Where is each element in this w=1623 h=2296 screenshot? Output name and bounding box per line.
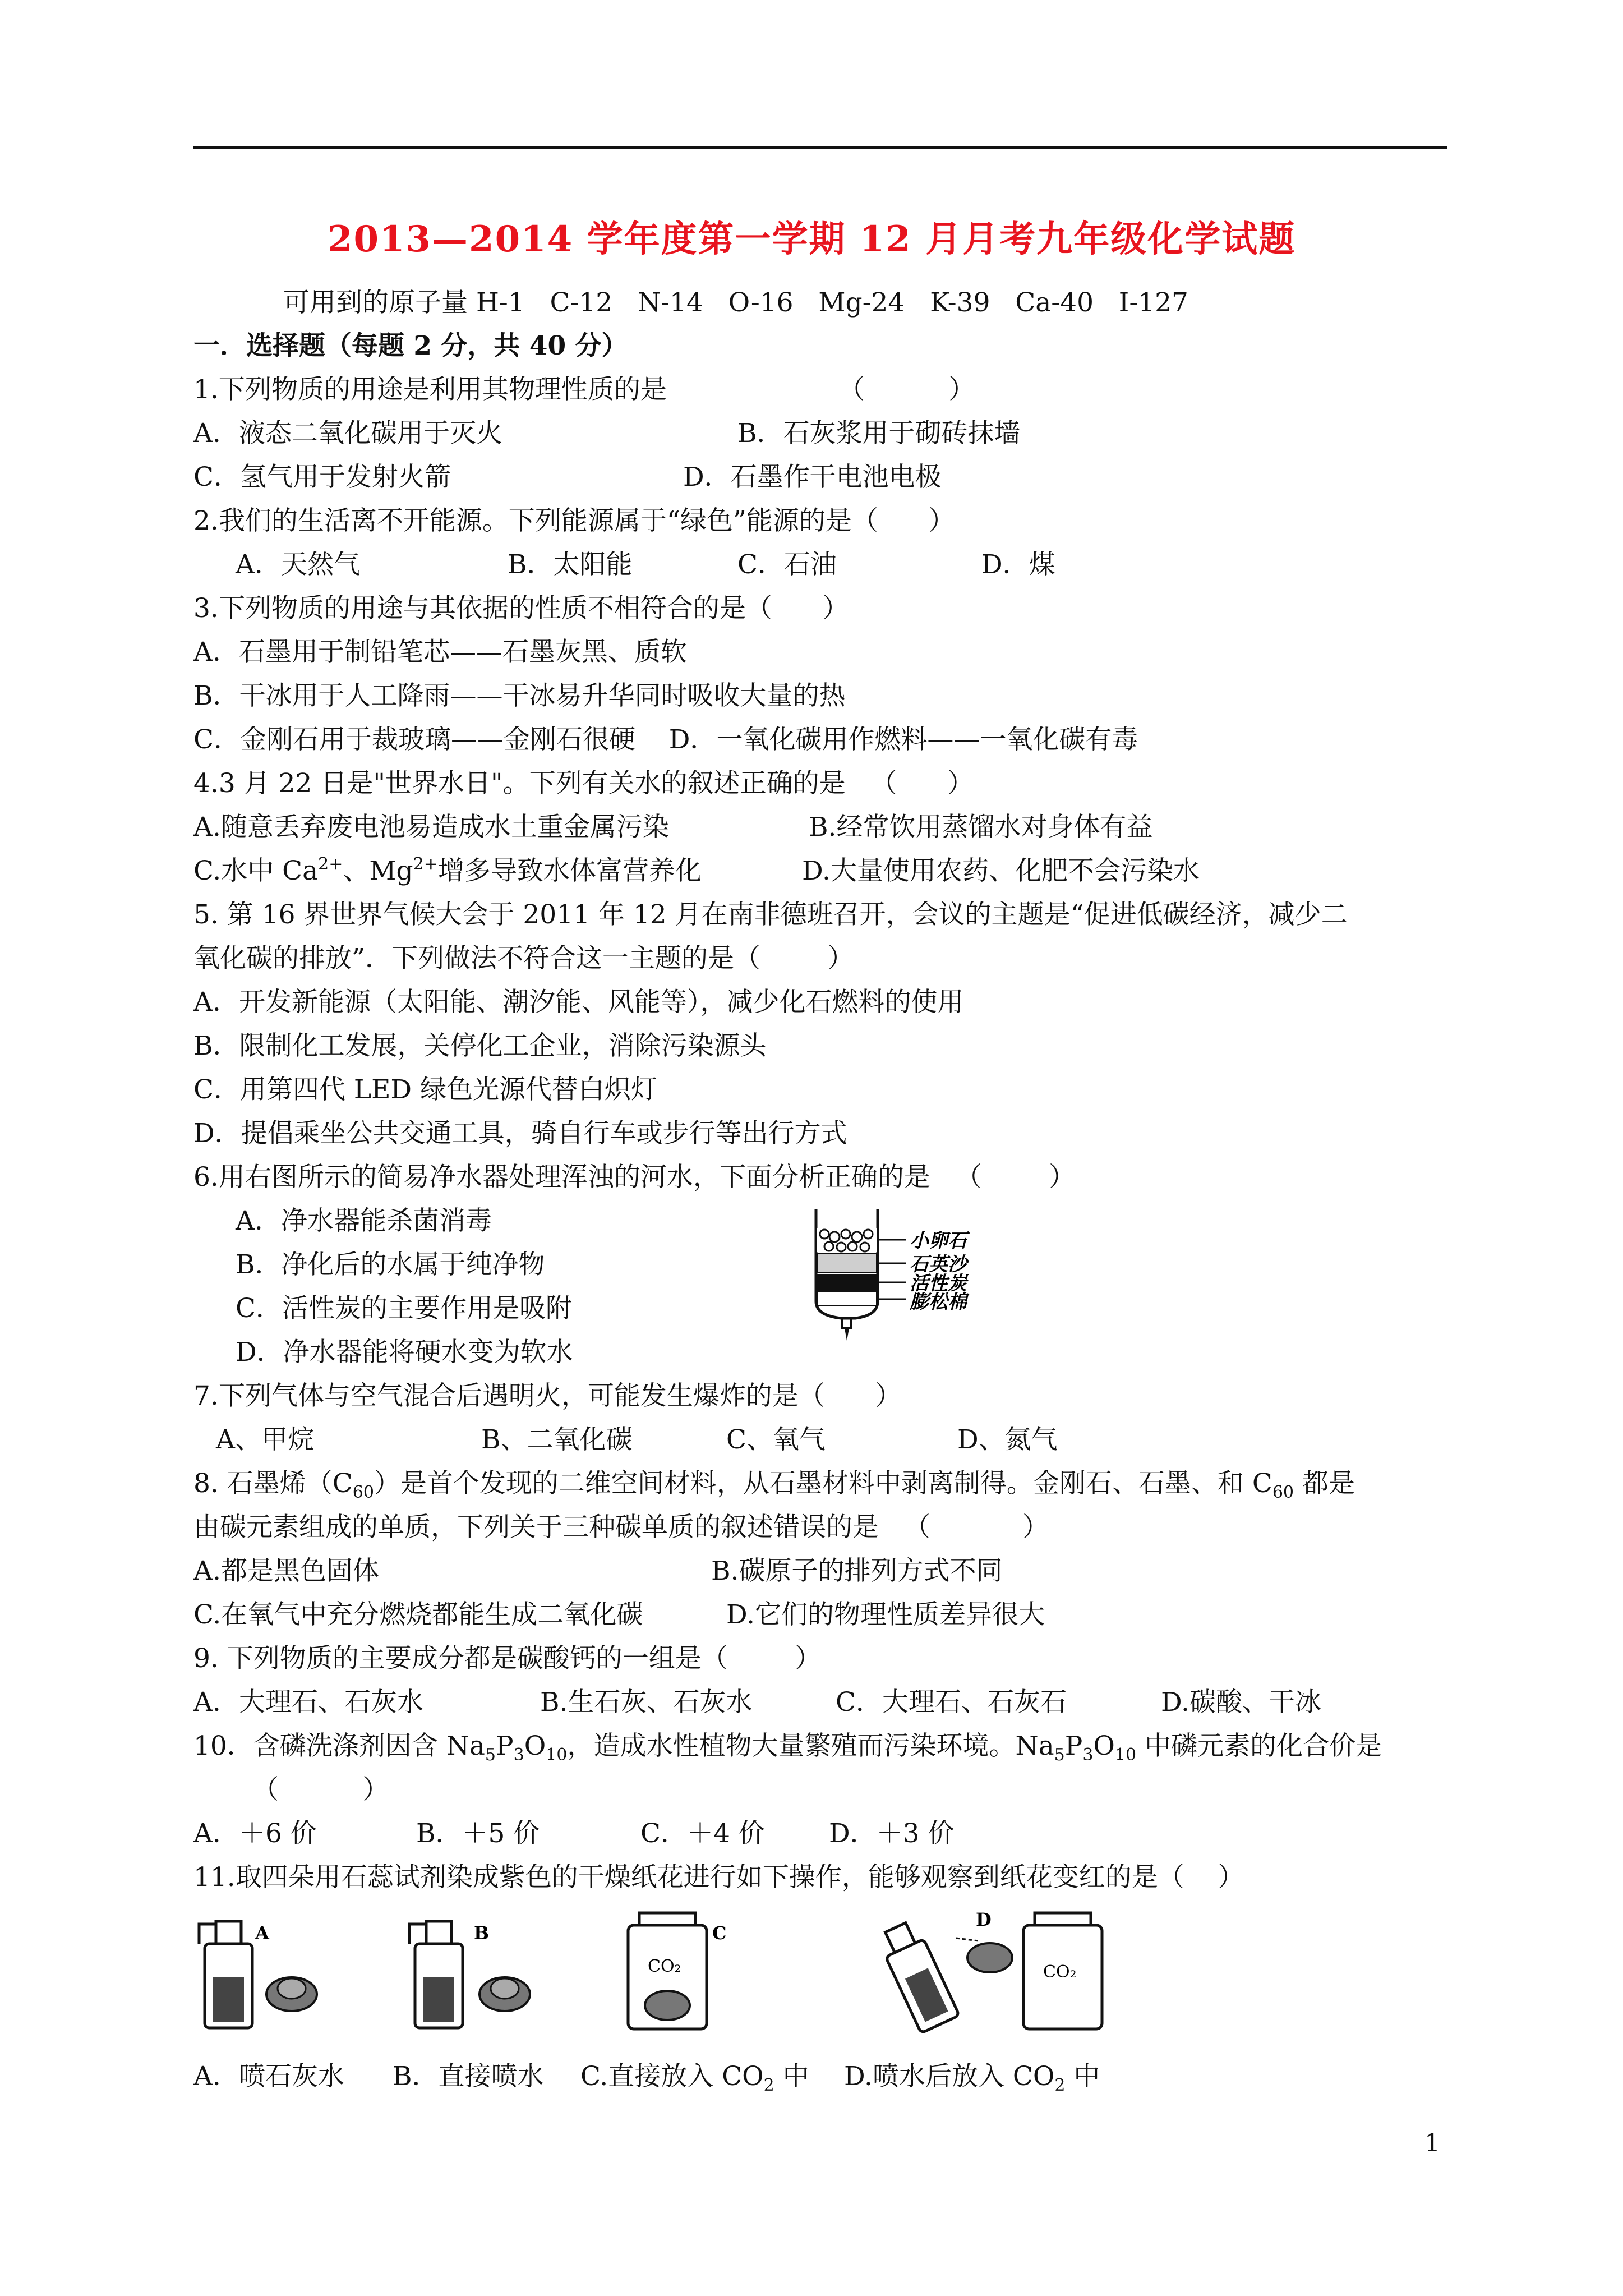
q4-option-b: B.经常饮用蒸馏水对身体有益 xyxy=(809,812,1153,843)
label-cotton: 膨松棉 xyxy=(910,1291,967,1313)
q1-stem: 1.下列物质的用途是利用其物理性质的是 xyxy=(193,374,667,405)
q2-option-b: B．太阳能 xyxy=(508,549,633,580)
fig-letter-a: A xyxy=(255,1922,269,1944)
q7-option-a: A、甲烷 xyxy=(216,1424,314,1455)
q7-stem: 7.下列气体与空气混合后遇明火，可能发生爆炸的是（ ） xyxy=(193,1381,902,1411)
spray-bottle-a xyxy=(199,1921,252,2028)
q7-option-d: D、氮气 xyxy=(957,1424,1058,1455)
q5-stem-line1: 5. 第 16 界世界气候大会于 2011 年 12 月在南非德班召开，会议的主题是“促进低碳经济，减少二 xyxy=(193,899,1348,930)
page-number: 1 xyxy=(1424,2129,1440,2157)
fig-letter-b: B xyxy=(474,1922,490,1944)
q9-option-a: A．大理石、石灰水 xyxy=(193,1687,423,1718)
q3-stem: 3.下列物质的用途与其依据的性质不相符合的是（ ） xyxy=(193,593,849,624)
q5-option-a: A．开发新能源（太阳能、潮汐能、风能等），减少化石燃料的使用 xyxy=(193,987,964,1018)
q3-option-cd: C．金刚石用于裁玻璃——金刚石很硬 D．一氧化碳用作燃料——一氧化碳有毒 xyxy=(193,724,1138,755)
q4-option-c: C.水中 $Ca^{2+}$、$Mg^{2+}$增多导致水体富营养化 xyxy=(193,854,702,886)
q8-option-c: C.在氧气中充分燃烧都能生成二氧化碳 xyxy=(193,1599,643,1630)
label-pebbles: 小卵石 xyxy=(910,1230,967,1252)
q3-option-b: B．干冰用于人工降雨——干冰易升华同时吸收大量的热 xyxy=(193,680,846,711)
q2-option-c: C．石油 xyxy=(737,549,837,580)
fig-co2-d: CO₂ xyxy=(1043,1962,1077,1982)
q1-answer-paren: （ ） xyxy=(838,374,975,405)
q4-option-d: D.大量使用农药、化肥不会污染水 xyxy=(802,855,1200,886)
q9-option-c: C．大理石、石灰石 xyxy=(836,1687,1067,1718)
q3-option-a: A．石墨用于制铅笔芯——石墨灰黑、质软 xyxy=(193,637,687,668)
q8-option-a: A.都是黑色固体 xyxy=(193,1556,379,1586)
cotton-layer xyxy=(817,1292,877,1306)
q1-option-d: D．石墨作干电池电极 xyxy=(683,462,942,493)
q6-stem: 6.用右图所示的简易净水器处理浑浊的河水，下面分析正确的是 （ ） xyxy=(193,1162,1076,1193)
pebble-layer xyxy=(817,1228,877,1252)
label-sand: 石英沙 xyxy=(910,1253,967,1276)
q1-option-c: C．氢气用于发射火箭 xyxy=(193,462,451,493)
q1-option-a: A．液态二氧化碳用于灭火 xyxy=(193,418,502,449)
flower-a-icon xyxy=(266,1977,317,2011)
q4-option-a: A.随意丢弃废电池易造成水土重金属污染 xyxy=(193,812,669,843)
q6-option-b: B．净化后的水属于纯净物 xyxy=(236,1249,545,1280)
q5-stem-line2: 氧化碳的排放”．下列做法不符合这一主题的是（ ） xyxy=(193,943,854,974)
header-rule xyxy=(193,146,1447,149)
q8-stem-line1: 8. 石墨烯$(C_{60})$是首个发现的二维空间材料，从石墨材料中剥离制得。金刚石、石墨、和 $C_{60}$ 都是 xyxy=(193,1468,1355,1502)
q10-stem: 10．含磷洗涤剂因含 $Na_5P_3O_{10}$，造成水性植物大量繁殖而污染环境。$Na_5P_3O_{10}$ 中磷元素的化合价是 xyxy=(193,1731,1382,1765)
q4-stem: 4.3 月 22 日是"世界水日"。下列有关水的叙述正确的是 （ ） xyxy=(193,768,974,799)
q11-option-a: A．喷石灰水 xyxy=(193,2061,344,2092)
q7-option-b: B、二氧化碳 xyxy=(481,1424,633,1455)
q9-option-d: D.碳酸、干冰 xyxy=(1161,1687,1321,1718)
q11-figure xyxy=(193,1904,1427,2039)
q10-option-b: B．＋5 价 xyxy=(416,1818,540,1849)
q6-option-c: C．活性炭的主要作用是吸附 xyxy=(236,1293,572,1324)
fig-letter-d: D xyxy=(976,1909,992,1930)
q10-answer-paren: （ ） xyxy=(252,1774,389,1805)
spray-bottle-d xyxy=(876,1919,959,2033)
q5-option-c: C．用第四代 LED 绿色光源代替白炽灯 xyxy=(193,1074,658,1105)
q8-option-b: B.碳原子的排列方式不同 xyxy=(711,1556,1003,1586)
q6-option-a: A．净水器能杀菌消毒 xyxy=(236,1205,492,1236)
q6-option-d: D．净水器能将硬水变为软水 xyxy=(236,1337,573,1368)
sand-layer xyxy=(817,1253,877,1273)
q11-option-c: C.直接放入 $CO_2$ 中 xyxy=(580,2061,809,2095)
q2-option-a: A．天然气 xyxy=(236,549,360,580)
page-title: 2013—2014 学年度第一学期 12 月月考九年级化学试题 xyxy=(327,218,1296,260)
carbon-layer xyxy=(817,1274,877,1291)
q8-stem-line2: 由碳元素组成的单质，下列关于三种碳单质的叙述错误的是 （ ） xyxy=(193,1512,1049,1543)
q9-stem: 9. 下列物质的主要成分都是碳酸钙的一组是（ ） xyxy=(193,1643,822,1674)
q11-stem: 11.取四朵用石蕊试剂染成紫色的干燥纸花进行如下操作，能够观察到纸花变红的是（ ） xyxy=(193,1862,1244,1893)
water-purifier-figure xyxy=(808,1206,998,1360)
spray-bottle-b xyxy=(409,1921,463,2028)
q2-option-d: D．煤 xyxy=(981,549,1055,580)
fig-letter-c: C xyxy=(712,1922,727,1944)
fig-co2-c: CO₂ xyxy=(648,1957,681,1976)
q10-option-d: D．＋3 价 xyxy=(829,1818,955,1849)
flower-d-icon xyxy=(967,1943,1012,1972)
q11-option-b: B．直接喷水 xyxy=(393,2061,544,2092)
q10-option-c: C．＋4 价 xyxy=(640,1818,765,1849)
atomic-masses: 可用到的原子量 H-1 C-12 N-14 O-16 Mg-24 K-39 Ca-40 I-127 xyxy=(283,287,1188,318)
q7-option-c: C、氧气 xyxy=(726,1424,826,1455)
section-heading: 一．选择题（每题 2 分，共 40 分） xyxy=(193,330,628,361)
label-carbon: 活性炭 xyxy=(910,1272,967,1295)
q1-option-b: B．石灰浆用于砌砖抹墙 xyxy=(737,418,1021,449)
q5-option-d: D．提倡乘坐公共交通工具，骑自行车或步行等出行方式 xyxy=(193,1118,847,1149)
q9-option-b: B.生石灰、石灰水 xyxy=(540,1687,753,1718)
q10-option-a: A．＋6 价 xyxy=(193,1818,317,1849)
q2-stem: 2.我们的生活离不开能源。下列能源属于“绿色”能源的是（ ） xyxy=(193,505,955,536)
flower-b-icon xyxy=(479,1977,530,2011)
q5-option-b: B．限制化工发展，关停化工企业，消除污染源头 xyxy=(193,1030,767,1061)
q11-option-d: D.喷水后放入 $CO_2$ 中 xyxy=(844,2061,1100,2095)
q8-option-d: D.它们的物理性质差异很大 xyxy=(726,1599,1045,1630)
